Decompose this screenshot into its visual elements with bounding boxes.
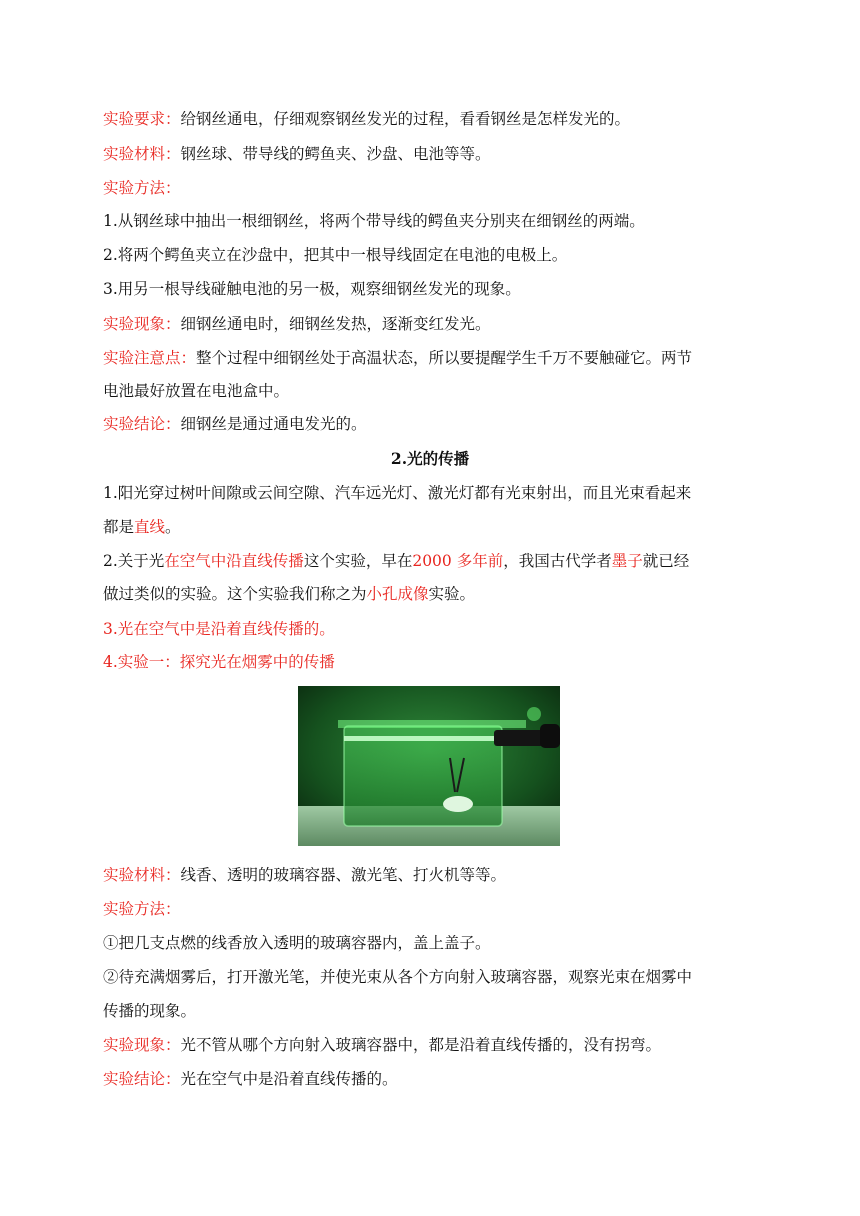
method-step-3: 3.用另一根导线碰触电池的另一极，观察细钢丝发光的现象。: [103, 280, 521, 298]
requirement-label: 实验要求：: [103, 110, 181, 128]
highlight-years: 2000 多年前: [412, 552, 504, 570]
paragraph-1-line-2: [103, 516, 763, 538]
caution-line: [103, 347, 763, 369]
section-heading: 2.光的传播: [390, 449, 470, 468]
text-span: 做过类似的实验。这个实验我们称之为: [103, 585, 367, 603]
paragraph-4: 4.实验一：探究光在烟雾中的传播: [103, 653, 335, 671]
highlight-straight-line: 直线: [134, 518, 166, 536]
method-label-2: 实验方法：: [103, 900, 181, 918]
method-step-2: 2.将两个鳄鱼夹立在沙盘中，把其中一根导线固定在电池的电极上。: [103, 246, 568, 264]
method2-step-2-line-1: ②待充满烟雾后，打开激光笔，并使光束从各个方向射入玻璃容器，观察光束在烟雾中: [103, 968, 693, 986]
highlight-pinhole: 小孔成像: [366, 585, 429, 603]
paragraph-3: 3.光在空气中是沿着直线传播的。: [103, 620, 335, 638]
phenomenon-line: [103, 313, 763, 335]
experiment-photo: [298, 686, 560, 846]
method2-step-1: ①把几支点燃的线香放入透明的玻璃容器内，盖上盖子。: [103, 934, 491, 952]
paragraph-2-line-1: [103, 550, 763, 572]
text-span: 都是: [103, 518, 135, 536]
experiment-photo-drawing: [298, 686, 560, 846]
materials-text-2: 线香、透明的玻璃容器、激光笔、打火机等等。: [180, 866, 507, 884]
glow: [527, 707, 541, 721]
method-step-1: 1.从钢丝球中抽出一根细钢丝，将两个带导线的鳄鱼夹分别夹在细钢丝的两端。: [103, 212, 645, 230]
highlight-mozi: 墨子: [611, 552, 643, 570]
phenomenon-text: 细钢丝通电时，细钢丝发热，逐渐变红发光。: [180, 315, 491, 333]
conclusion-line-2: [103, 1068, 763, 1090]
materials-line-2: [103, 864, 763, 886]
text-span: 实验。: [428, 585, 476, 603]
paragraph-2-line-2: [103, 583, 763, 605]
text-span: 就已经: [642, 552, 690, 570]
phenomenon-line-2: [103, 1034, 763, 1056]
phenomenon-text-2: 光不管从哪个方向射入玻璃容器中，都是沿着直线传播的，没有拐弯。: [180, 1036, 662, 1054]
materials-text: 钢丝球、带导线的鳄鱼夹、沙盘、电池等等。: [180, 145, 491, 163]
phenomenon-label: 实验现象：: [103, 315, 181, 333]
method-label: 实验方法：: [103, 179, 181, 197]
caution-text-continued: 电池最好放置在电池盒中。: [103, 382, 290, 400]
caution-text: 整个过程中细钢丝处于高温状态，所以要提醒学生千万不要触碰它。两节: [196, 349, 693, 367]
caution-label: 实验注意点：: [103, 349, 197, 367]
conclusion-text: 细钢丝是通过通电发光的。: [180, 415, 367, 433]
requirement-text: 给钢丝通电，仔细观察钢丝发光的过程，看看钢丝是怎样发光的。: [180, 110, 631, 128]
text-span: 2.关于光: [103, 552, 165, 570]
conclusion-text-2: 光在空气中是沿着直线传播的。: [180, 1070, 398, 1088]
materials-label-2: 实验材料：: [103, 866, 181, 884]
materials-label: 实验材料：: [103, 145, 181, 163]
conclusion-label: 实验结论：: [103, 415, 181, 433]
method2-step-2-line-2: 传播的现象。: [103, 1002, 197, 1020]
phenomenon-label-2: 实验现象：: [103, 1036, 181, 1054]
incense-holder: [443, 796, 473, 812]
highlight-in-air: 在空气中沿直线传播: [164, 552, 304, 570]
materials-line: [103, 143, 763, 165]
text-span: ，我国古代学者: [503, 552, 612, 570]
paragraph-1-line-1: 1.阳光穿过树叶间隙或云间空隙、汽车远光灯、激光灯都有光束射出，而且光束看起来: [103, 484, 692, 502]
hand: [540, 724, 560, 748]
requirement-line: [103, 108, 763, 130]
text-span: 这个实验，早在: [303, 552, 413, 570]
container-lid: [338, 720, 526, 728]
conclusion-label-2: 实验结论：: [103, 1070, 181, 1088]
text-span: 。: [165, 518, 181, 536]
conclusion-line: [103, 413, 763, 435]
